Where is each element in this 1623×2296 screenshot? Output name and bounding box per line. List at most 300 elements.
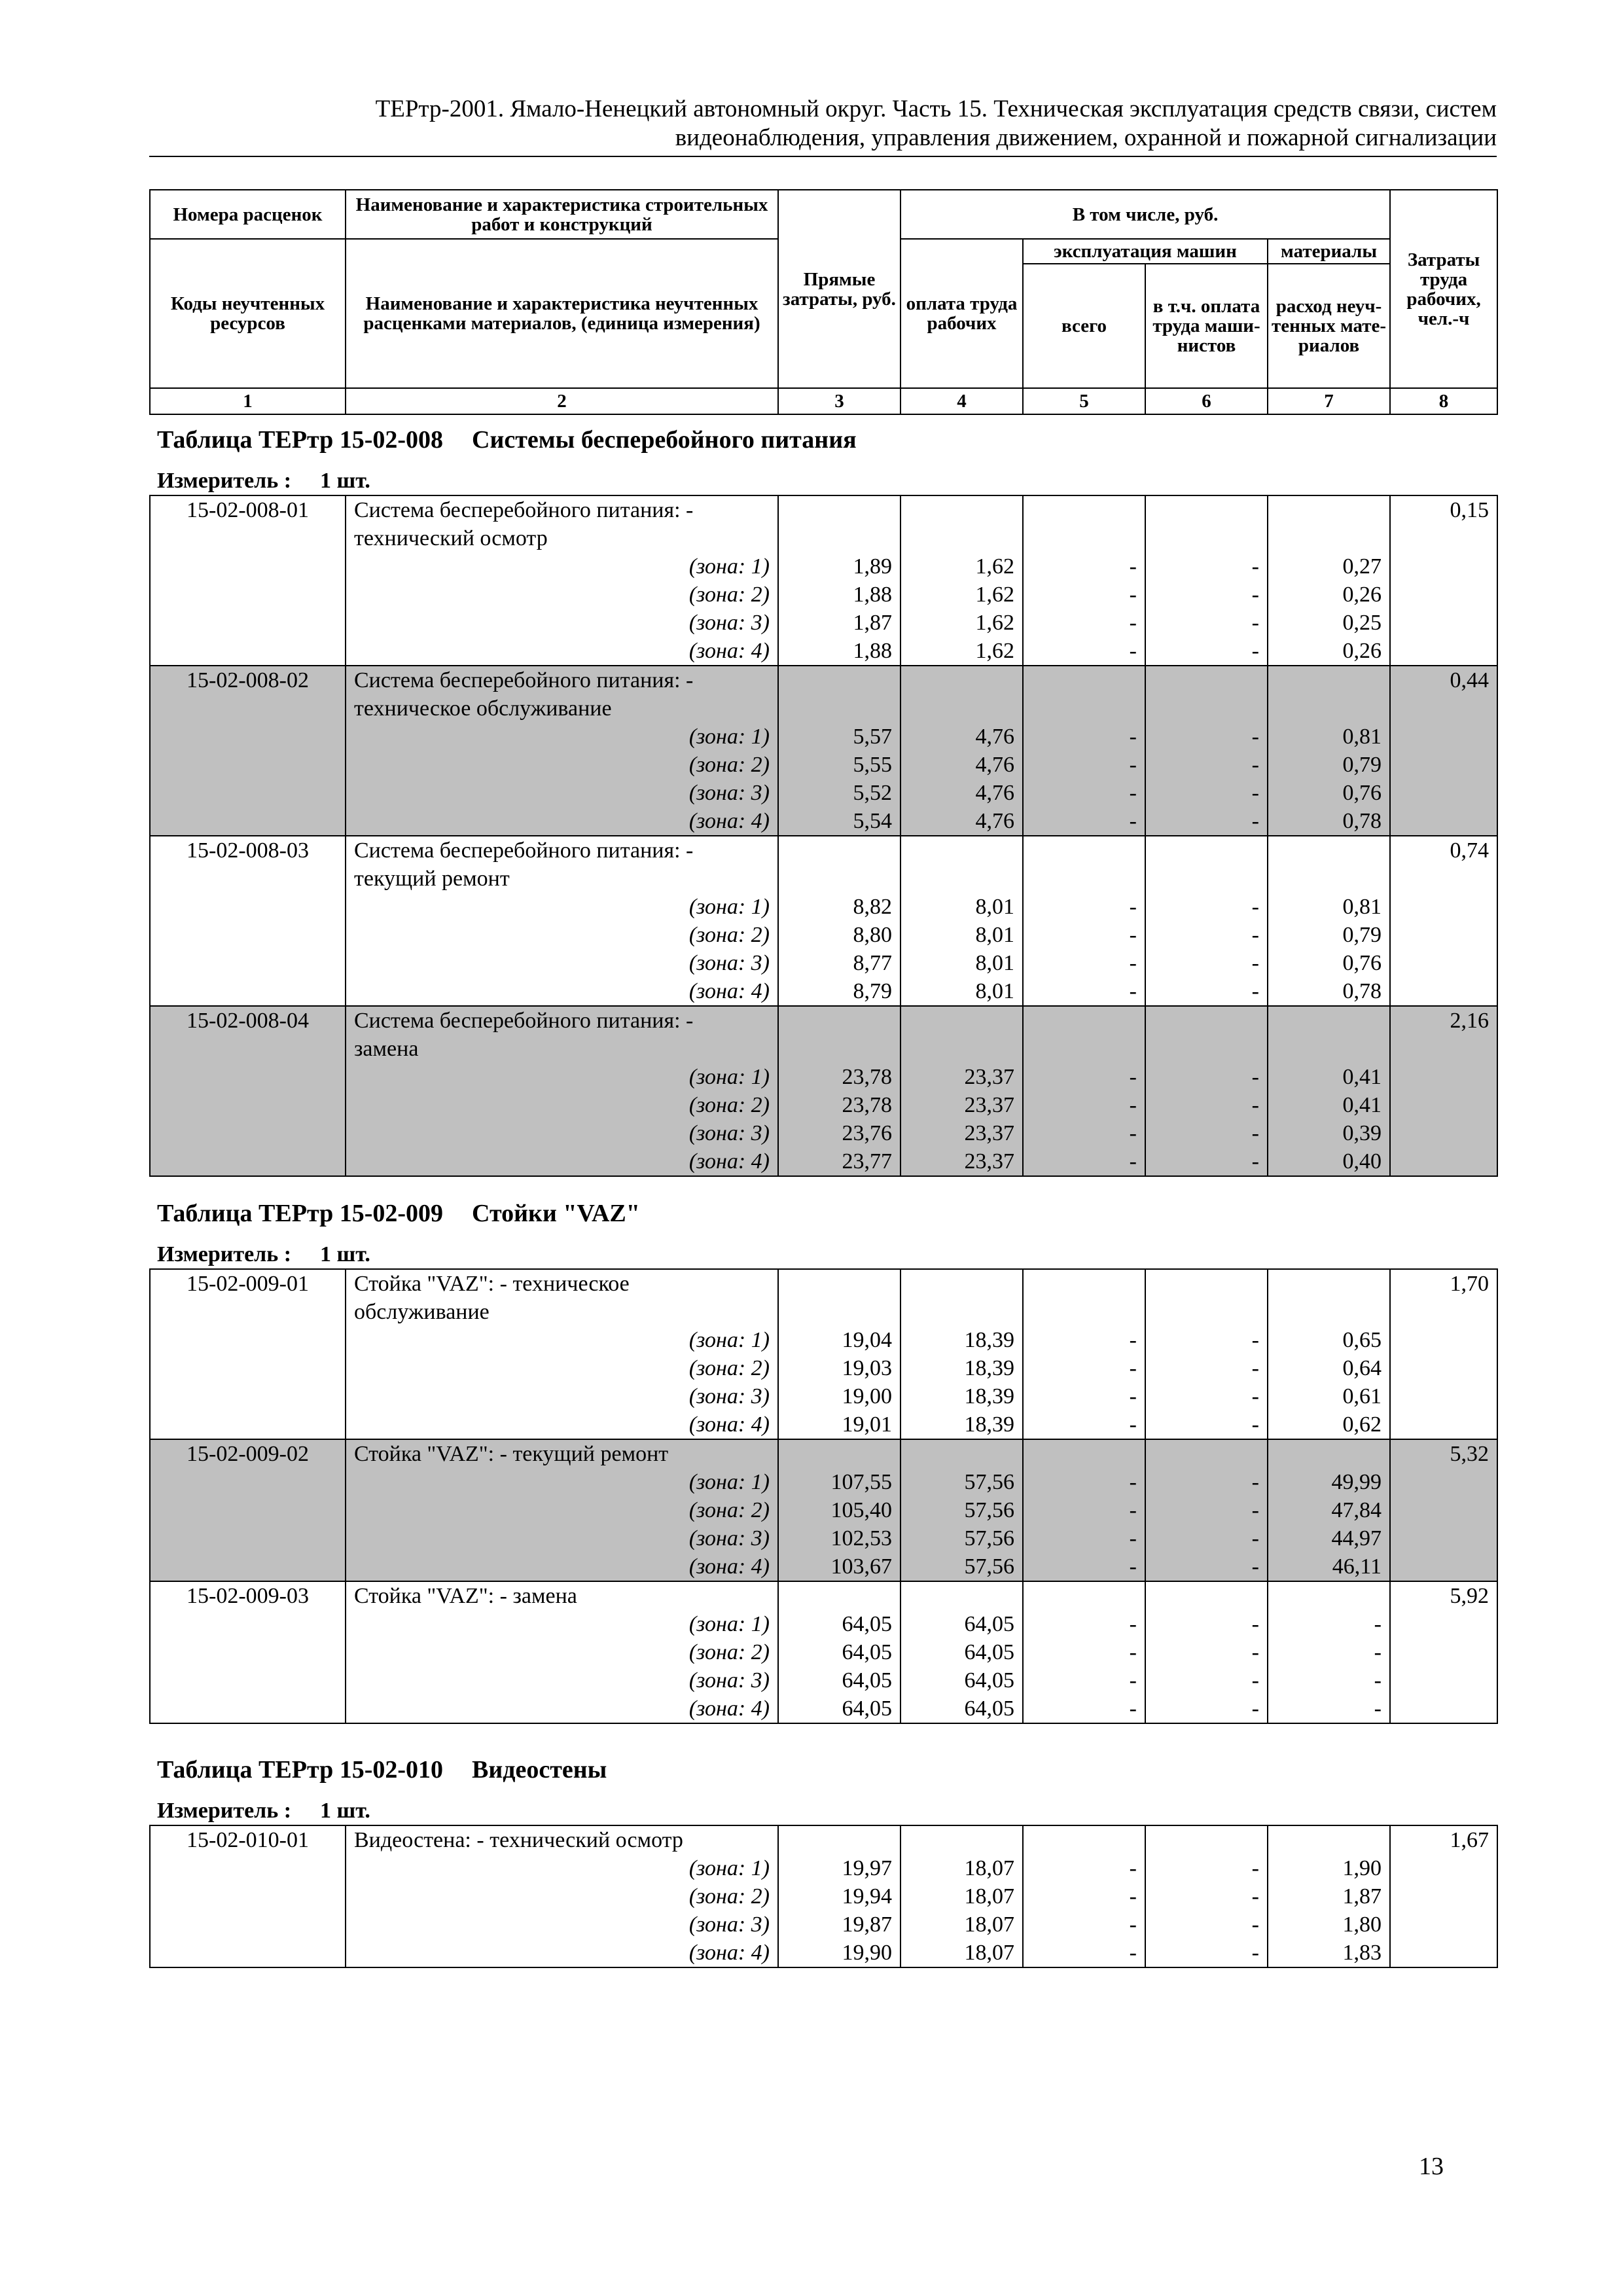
labor-cost: 0,74 (1390, 836, 1497, 1006)
material-cost: 1,80 (1268, 1910, 1390, 1939)
col-num: 6 (1145, 388, 1268, 414)
material-cost: - (1268, 1610, 1390, 1638)
materials-group-head: материалы (1268, 239, 1390, 264)
zone-label: (зона: 1) (346, 1854, 778, 1882)
empty-cell (1023, 694, 1145, 723)
table-row (150, 807, 1497, 836)
empty-cell (1023, 524, 1145, 552)
zone-label: (зона: 3) (346, 1382, 778, 1410)
direct-cost: 19,01 (778, 1410, 901, 1439)
empty-cell (778, 495, 901, 524)
table-row (150, 524, 1497, 552)
material-cost: 0,62 (1268, 1410, 1390, 1439)
table-row (150, 865, 1497, 893)
table-row (150, 1035, 1497, 1063)
zone-label: (зона: 4) (346, 807, 778, 836)
col-num: 7 (1268, 388, 1390, 414)
direct-cost: 107,55 (778, 1468, 901, 1496)
material-cost: 0,78 (1268, 977, 1390, 1006)
empty-cell (901, 1269, 1023, 1298)
machinist-wage: - (1145, 1854, 1268, 1882)
worker-wage: 23,37 (901, 1091, 1023, 1119)
col1-head-top: Номера расценок (150, 190, 346, 239)
measure-unit: 1 шт. (320, 1242, 370, 1266)
machinist-wage: - (1145, 807, 1268, 836)
worker-wage: 57,56 (901, 1524, 1023, 1552)
rate-description: Стойка "VAZ": - замена (346, 1581, 778, 1610)
empty-cell (778, 1298, 901, 1326)
zone-label: (зона: 2) (346, 751, 778, 779)
worker-wage: 4,76 (901, 779, 1023, 807)
machinist-wage: - (1145, 893, 1268, 921)
direct-cost: 23,78 (778, 1063, 901, 1091)
machine-total: - (1023, 1939, 1145, 1967)
material-cost: 0,41 (1268, 1063, 1390, 1091)
machine-total: - (1023, 779, 1145, 807)
machinist-wage: - (1145, 1147, 1268, 1176)
worker-wage: 8,01 (901, 921, 1023, 949)
machine-total: - (1023, 1666, 1145, 1695)
empty-cell (901, 1825, 1023, 1854)
material-cost: 0,81 (1268, 893, 1390, 921)
rate-description: Система бесперебойного питания: - (346, 495, 778, 524)
table-row (150, 1326, 1497, 1354)
empty-cell (1145, 1006, 1268, 1035)
table-row (150, 495, 1497, 524)
direct-cost: 23,78 (778, 1091, 901, 1119)
worker-wage: 8,01 (901, 893, 1023, 921)
empty-cell (1268, 865, 1390, 893)
machine-total: - (1023, 1695, 1145, 1723)
machine-total: - (1023, 807, 1145, 836)
machinist-wage: - (1145, 1910, 1268, 1939)
worker-wage: 4,76 (901, 751, 1023, 779)
direct-cost: 19,90 (778, 1939, 901, 1967)
empty-cell (1145, 836, 1268, 865)
empty-cell (901, 524, 1023, 552)
zone-label: (зона: 2) (346, 1638, 778, 1666)
machinist-wage: - (1145, 1610, 1268, 1638)
table-name: Видеостены (472, 1756, 607, 1784)
labor-cost: 0,44 (1390, 666, 1497, 836)
empty-cell (778, 865, 901, 893)
header-line-2: видеонаблюдения, управления движением, охранной и пожарной сигнализации (675, 124, 1497, 151)
table-row (150, 1610, 1497, 1638)
col6-head: в т.ч. оплата труда маши-нистов (1145, 264, 1268, 388)
worker-wage: 23,37 (901, 1119, 1023, 1147)
direct-cost: 1,89 (778, 552, 901, 581)
table-row (150, 694, 1497, 723)
rate-description: текущий ремонт (346, 865, 778, 893)
zone-label: (зона: 3) (346, 1119, 778, 1147)
worker-wage: 18,39 (901, 1382, 1023, 1410)
table-name: Системы бесперебойного питания (472, 426, 857, 454)
table-row (150, 1006, 1497, 1035)
machinist-wage: - (1145, 1695, 1268, 1723)
table-label: Таблица ТЕРтр 15-02-008 (157, 426, 444, 454)
measure-line (157, 1798, 370, 1824)
empty-cell (1023, 1581, 1145, 1610)
rate-code: 15-02-009-02 (150, 1439, 346, 1581)
empty-cell (1268, 1581, 1390, 1610)
empty-cell (1023, 865, 1145, 893)
machinist-wage: - (1145, 1939, 1268, 1967)
empty-cell (1023, 1006, 1145, 1035)
col3-head: Прямые затраты, руб. (778, 190, 901, 388)
worker-wage: 18,39 (901, 1326, 1023, 1354)
rate-description: Система бесперебойного питания: - (346, 666, 778, 694)
worker-wage: 18,07 (901, 1882, 1023, 1910)
table-row (150, 1581, 1497, 1610)
zone-label: (зона: 2) (346, 1496, 778, 1524)
material-cost: 0,61 (1268, 1382, 1390, 1410)
worker-wage: 8,01 (901, 977, 1023, 1006)
machine-total: - (1023, 1524, 1145, 1552)
direct-cost: 1,87 (778, 609, 901, 637)
empty-cell (901, 694, 1023, 723)
machinist-wage: - (1145, 779, 1268, 807)
table-row (150, 666, 1497, 694)
machine-total: - (1023, 581, 1145, 609)
material-cost: 0,79 (1268, 921, 1390, 949)
table-row (150, 836, 1497, 865)
material-cost: 0,25 (1268, 609, 1390, 637)
direct-cost: 103,67 (778, 1552, 901, 1581)
material-cost: 0,26 (1268, 581, 1390, 609)
worker-wage: 1,62 (901, 609, 1023, 637)
empty-cell (1023, 1269, 1145, 1298)
machine-total: - (1023, 1638, 1145, 1666)
machine-total: - (1023, 751, 1145, 779)
machine-total: - (1023, 637, 1145, 666)
worker-wage: 23,37 (901, 1147, 1023, 1176)
worker-wage: 57,56 (901, 1496, 1023, 1524)
machine-total: - (1023, 1119, 1145, 1147)
empty-cell (1145, 1825, 1268, 1854)
table-title (157, 1755, 607, 1784)
rate-description: Стойка "VAZ": - техническое (346, 1269, 778, 1298)
zone-label: (зона: 4) (346, 1695, 778, 1723)
table-row (150, 1666, 1497, 1695)
machine-total: - (1023, 893, 1145, 921)
table-row (150, 779, 1497, 807)
zone-label: (зона: 4) (346, 637, 778, 666)
zone-label: (зона: 3) (346, 949, 778, 977)
table-row (150, 581, 1497, 609)
zone-label: (зона: 4) (346, 1939, 778, 1967)
material-cost: 0,78 (1268, 807, 1390, 836)
table-row (150, 1119, 1497, 1147)
col7-head: расход неуч-тенных мате-риалов (1268, 264, 1390, 388)
material-cost: 47,84 (1268, 1496, 1390, 1524)
col4-head: оплата труда рабочих (901, 239, 1023, 388)
empty-cell (1023, 1825, 1145, 1854)
machinist-wage: - (1145, 1354, 1268, 1382)
zone-label: (зона: 1) (346, 1063, 778, 1091)
machinist-wage: - (1145, 1666, 1268, 1695)
empty-cell (901, 1035, 1023, 1063)
machinist-wage: - (1145, 1091, 1268, 1119)
machinist-wage: - (1145, 977, 1268, 1006)
measure-label: Измеритель : (157, 1799, 292, 1823)
worker-wage: 64,05 (901, 1666, 1023, 1695)
table-row (150, 609, 1497, 637)
empty-cell (1023, 836, 1145, 865)
worker-wage: 8,01 (901, 949, 1023, 977)
empty-cell (1145, 1439, 1268, 1468)
table-row (150, 1939, 1497, 1967)
direct-cost: 19,94 (778, 1882, 901, 1910)
machine-total: - (1023, 1382, 1145, 1410)
direct-cost: 64,05 (778, 1610, 901, 1638)
machinist-wage: - (1145, 637, 1268, 666)
rate-code: 15-02-010-01 (150, 1825, 346, 1967)
empty-cell (1268, 495, 1390, 524)
worker-wage: 1,62 (901, 552, 1023, 581)
direct-cost: 64,05 (778, 1695, 901, 1723)
rate-table (149, 1268, 1498, 1724)
zone-label: (зона: 2) (346, 921, 778, 949)
col1-head-bottom: Коды неучтенных ресурсов (150, 239, 346, 388)
machine-total: - (1023, 1496, 1145, 1524)
machinist-wage: - (1145, 1326, 1268, 1354)
zone-label: (зона: 1) (346, 552, 778, 581)
machine-total: - (1023, 609, 1145, 637)
rate-description: Видеостена: - технический осмотр (346, 1825, 778, 1854)
labor-cost: 0,15 (1390, 495, 1497, 666)
table-row (150, 1496, 1497, 1524)
worker-wage: 23,37 (901, 1063, 1023, 1091)
machine-total: - (1023, 1091, 1145, 1119)
material-cost: 0,41 (1268, 1091, 1390, 1119)
rate-code: 15-02-009-03 (150, 1581, 346, 1723)
machine-total: - (1023, 977, 1145, 1006)
direct-cost: 19,00 (778, 1382, 901, 1410)
zone-label: (зона: 1) (346, 893, 778, 921)
empty-cell (901, 666, 1023, 694)
direct-cost: 23,77 (778, 1147, 901, 1176)
col2-head-top: Наименование и характеристика строительных работ и конструкций (346, 190, 778, 239)
empty-cell (1145, 666, 1268, 694)
direct-cost: 8,80 (778, 921, 901, 949)
column-header-table (149, 189, 1498, 415)
table-row (150, 977, 1497, 1006)
empty-cell (778, 1825, 901, 1854)
empty-cell (1268, 1006, 1390, 1035)
empty-cell (1268, 1035, 1390, 1063)
machinist-wage: - (1145, 751, 1268, 779)
zone-label: (зона: 3) (346, 1910, 778, 1939)
worker-wage: 57,56 (901, 1552, 1023, 1581)
zone-label: (зона: 3) (346, 609, 778, 637)
material-cost: 0,76 (1268, 779, 1390, 807)
table-row (150, 1269, 1497, 1298)
machine-total: - (1023, 1610, 1145, 1638)
material-cost: 44,97 (1268, 1524, 1390, 1552)
empty-cell (1145, 495, 1268, 524)
empty-cell (778, 694, 901, 723)
machinist-wage: - (1145, 949, 1268, 977)
col8-head: Затраты труда рабочих, чел.-ч (1390, 190, 1497, 388)
empty-cell (778, 836, 901, 865)
material-cost: 0,79 (1268, 751, 1390, 779)
machinist-wage: - (1145, 921, 1268, 949)
rate-description: Система бесперебойного питания: - (346, 1006, 778, 1035)
empty-cell (1023, 1035, 1145, 1063)
machine-total: - (1023, 552, 1145, 581)
table-row (150, 1910, 1497, 1939)
machine-total: - (1023, 921, 1145, 949)
rate-description: Стойка "VAZ": - текущий ремонт (346, 1439, 778, 1468)
material-cost: 49,99 (1268, 1468, 1390, 1496)
header-rule (149, 156, 1497, 157)
empty-cell (901, 1298, 1023, 1326)
empty-cell (778, 1439, 901, 1468)
empty-cell (1023, 1298, 1145, 1326)
material-cost: 0,40 (1268, 1147, 1390, 1176)
empty-cell (901, 1581, 1023, 1610)
empty-cell (1145, 1581, 1268, 1610)
zone-label: (зона: 4) (346, 977, 778, 1006)
labor-cost: 1,67 (1390, 1825, 1497, 1967)
table-name: Стойки "VAZ" (472, 1200, 640, 1227)
header-line-1: ТЕРтр-2001. Ямало-Ненецкий автономный округ. Часть 15. Техническая эксплуатация средств связи, систем (375, 96, 1497, 122)
machinist-wage: - (1145, 581, 1268, 609)
empty-cell (1268, 1269, 1390, 1298)
machinist-wage: - (1145, 1882, 1268, 1910)
empty-cell (778, 666, 901, 694)
direct-cost: 5,52 (778, 779, 901, 807)
table-row (150, 1524, 1497, 1552)
col-num: 4 (901, 388, 1023, 414)
machine-total: - (1023, 949, 1145, 977)
worker-wage: 4,76 (901, 723, 1023, 751)
rate-description: обслуживание (346, 1298, 778, 1326)
direct-cost: 8,79 (778, 977, 901, 1006)
table-row (150, 921, 1497, 949)
table-row (150, 1638, 1497, 1666)
empty-cell (1145, 1269, 1268, 1298)
zone-label: (зона: 3) (346, 779, 778, 807)
worker-wage: 1,62 (901, 637, 1023, 666)
direct-cost: 19,97 (778, 1854, 901, 1882)
direct-cost: 105,40 (778, 1496, 901, 1524)
empty-cell (1268, 836, 1390, 865)
empty-cell (1268, 1825, 1390, 1854)
worker-wage: 64,05 (901, 1610, 1023, 1638)
empty-cell (901, 836, 1023, 865)
empty-cell (901, 865, 1023, 893)
empty-cell (901, 1006, 1023, 1035)
machinist-wage: - (1145, 1552, 1268, 1581)
measure-label: Измеритель : (157, 469, 292, 493)
direct-cost: 5,57 (778, 723, 901, 751)
machinist-wage: - (1145, 723, 1268, 751)
table-row (150, 949, 1497, 977)
empty-cell (1268, 666, 1390, 694)
table-title (157, 425, 857, 454)
direct-cost: 64,05 (778, 1666, 901, 1695)
labor-cost: 5,92 (1390, 1581, 1497, 1723)
zone-label: (зона: 4) (346, 1410, 778, 1439)
col-num: 3 (778, 388, 901, 414)
empty-cell (1023, 666, 1145, 694)
rate-code: 15-02-008-03 (150, 836, 346, 1006)
zone-label: (зона: 3) (346, 1524, 778, 1552)
machinist-wage: - (1145, 1468, 1268, 1496)
table-row (150, 1439, 1497, 1468)
table-row (150, 893, 1497, 921)
material-cost: 0,64 (1268, 1354, 1390, 1382)
material-cost: 1,87 (1268, 1882, 1390, 1910)
table-row (150, 552, 1497, 581)
rate-description: замена (346, 1035, 778, 1063)
measure-line (157, 468, 370, 494)
material-cost: 46,11 (1268, 1552, 1390, 1581)
machinist-wage: - (1145, 552, 1268, 581)
col-num: 1 (150, 388, 346, 414)
direct-cost: 1,88 (778, 637, 901, 666)
table-row (150, 1147, 1497, 1176)
direct-cost: 102,53 (778, 1524, 901, 1552)
worker-wage: 57,56 (901, 1468, 1023, 1496)
machinist-wage: - (1145, 1119, 1268, 1147)
labor-cost: 5,32 (1390, 1439, 1497, 1581)
table-row (150, 1063, 1497, 1091)
direct-cost: 64,05 (778, 1638, 901, 1666)
table-row (150, 1854, 1497, 1882)
table-label: Таблица ТЕРтр 15-02-010 (157, 1756, 444, 1784)
labor-cost: 1,70 (1390, 1269, 1497, 1439)
col2-head-bottom: Наименование и характеристика неучтенных расценками материалов, (единица измерения) (346, 239, 778, 388)
material-cost: 0,81 (1268, 723, 1390, 751)
direct-cost: 5,54 (778, 807, 901, 836)
measure-unit: 1 шт. (320, 469, 370, 493)
direct-cost: 8,77 (778, 949, 901, 977)
machinist-wage: - (1145, 1638, 1268, 1666)
table-row (150, 1410, 1497, 1439)
machine-total: - (1023, 1354, 1145, 1382)
measure-unit: 1 шт. (320, 1799, 370, 1823)
worker-wage: 4,76 (901, 807, 1023, 836)
zone-label: (зона: 3) (346, 1666, 778, 1695)
table-row (150, 1298, 1497, 1326)
running-header (149, 95, 1497, 152)
empty-cell (1268, 524, 1390, 552)
empty-cell (778, 524, 901, 552)
machine-total: - (1023, 723, 1145, 751)
empty-cell (1145, 1035, 1268, 1063)
empty-cell (778, 1035, 901, 1063)
direct-cost: 19,04 (778, 1326, 901, 1354)
labor-cost: 2,16 (1390, 1006, 1497, 1176)
machinist-wage: - (1145, 1496, 1268, 1524)
material-cost: - (1268, 1666, 1390, 1695)
direct-cost: 1,88 (778, 581, 901, 609)
rate-code: 15-02-008-04 (150, 1006, 346, 1176)
machine-total: - (1023, 1910, 1145, 1939)
col-num: 2 (346, 388, 778, 414)
table-row (150, 1695, 1497, 1723)
direct-cost: 19,03 (778, 1354, 901, 1382)
empty-cell (778, 1006, 901, 1035)
zone-label: (зона: 1) (346, 1326, 778, 1354)
empty-cell (1145, 865, 1268, 893)
table-row (150, 1354, 1497, 1382)
table-row (150, 751, 1497, 779)
zone-label: (зона: 2) (346, 1882, 778, 1910)
direct-cost: 19,87 (778, 1910, 901, 1939)
